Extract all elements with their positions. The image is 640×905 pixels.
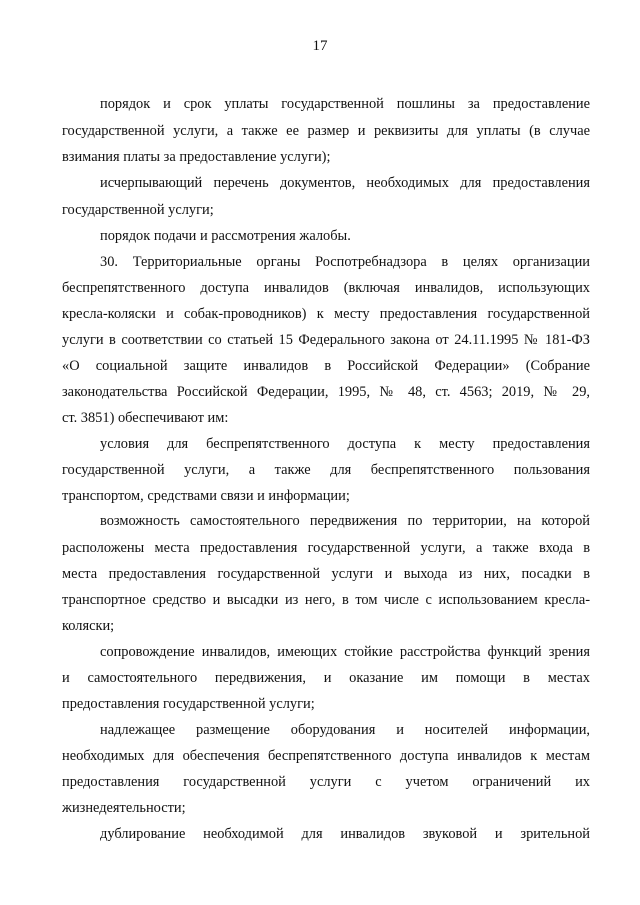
text-line: кресла-коляски и собак-проводников) к месту предоставления государственной <box>62 306 590 322</box>
text-line: дублирование необходимой для инвалидов звуковой и зрительной <box>100 826 590 842</box>
text-line: коляски; <box>62 618 115 634</box>
text-line: взимания платы за предоставление услуги); <box>62 149 331 165</box>
text-line: 30. Территориальные органы Роспотребнадзора в целях организации <box>100 254 590 270</box>
text-line: условия для беспрепятственного доступа к месту предоставления <box>100 436 590 452</box>
text-line: государственной услуги; <box>62 202 214 218</box>
text-line: транспортное средство и высадки из него, в том числе с использованием кресла- <box>62 592 590 608</box>
text-line: сопровождение инвалидов, имеющих стойкие расстройства функций зрения <box>100 644 590 660</box>
text-line: беспрепятственного доступа инвалидов (включая инвалидов, использующих <box>62 280 590 296</box>
text-line: расположены места предоставления государственной услуги, а также входа в <box>62 540 590 556</box>
text-line: предоставления государственной услуги; <box>62 696 315 712</box>
text-line: возможность самостоятельного передвижения по территории, на которой <box>100 513 590 529</box>
text-line: ст. 3851) обеспечивают им: <box>62 410 229 426</box>
text-line: транспортом, средствами связи и информации; <box>62 488 350 504</box>
text-line: «О социальной защите инвалидов в Российской Федерации» (Собрание <box>62 358 590 374</box>
text-line: необходимых для обеспечения беспрепятственного доступа инвалидов к местам <box>62 748 590 764</box>
text-line: законодательства Российской Федерации, 1995, № 48, ст. 4563; 2019, № 29, <box>62 384 590 400</box>
text-line: государственной услуги, а также ее размер и реквизиты для уплаты (в случае <box>62 123 590 139</box>
text-line: надлежащее размещение оборудования и носителей информации, <box>100 722 590 738</box>
text-line: услуги в соответствии со статьей 15 Федерального закона от 24.11.1995 № 181-ФЗ <box>62 332 590 348</box>
text-line: и самостоятельного передвижения, и оказание им помощи в местах <box>62 670 590 686</box>
page-number: 17 <box>312 38 328 54</box>
text-line: предоставления государственной услуги с учетом ограничений их <box>62 774 590 790</box>
text-line: государственной услуги, а также для беспрепятственного пользования <box>62 462 590 478</box>
text-line: места предоставления государственной услуги и выхода из них, посадки в <box>62 566 590 582</box>
text-line: порядок и срок уплаты государственной пошлины за предоставление <box>100 96 590 112</box>
text-line: исчерпывающий перечень документов, необходимых для предоставления <box>100 175 590 191</box>
text-line: порядок подачи и рассмотрения жалобы. <box>100 228 351 244</box>
text-line: жизнедеятельности; <box>62 800 186 816</box>
